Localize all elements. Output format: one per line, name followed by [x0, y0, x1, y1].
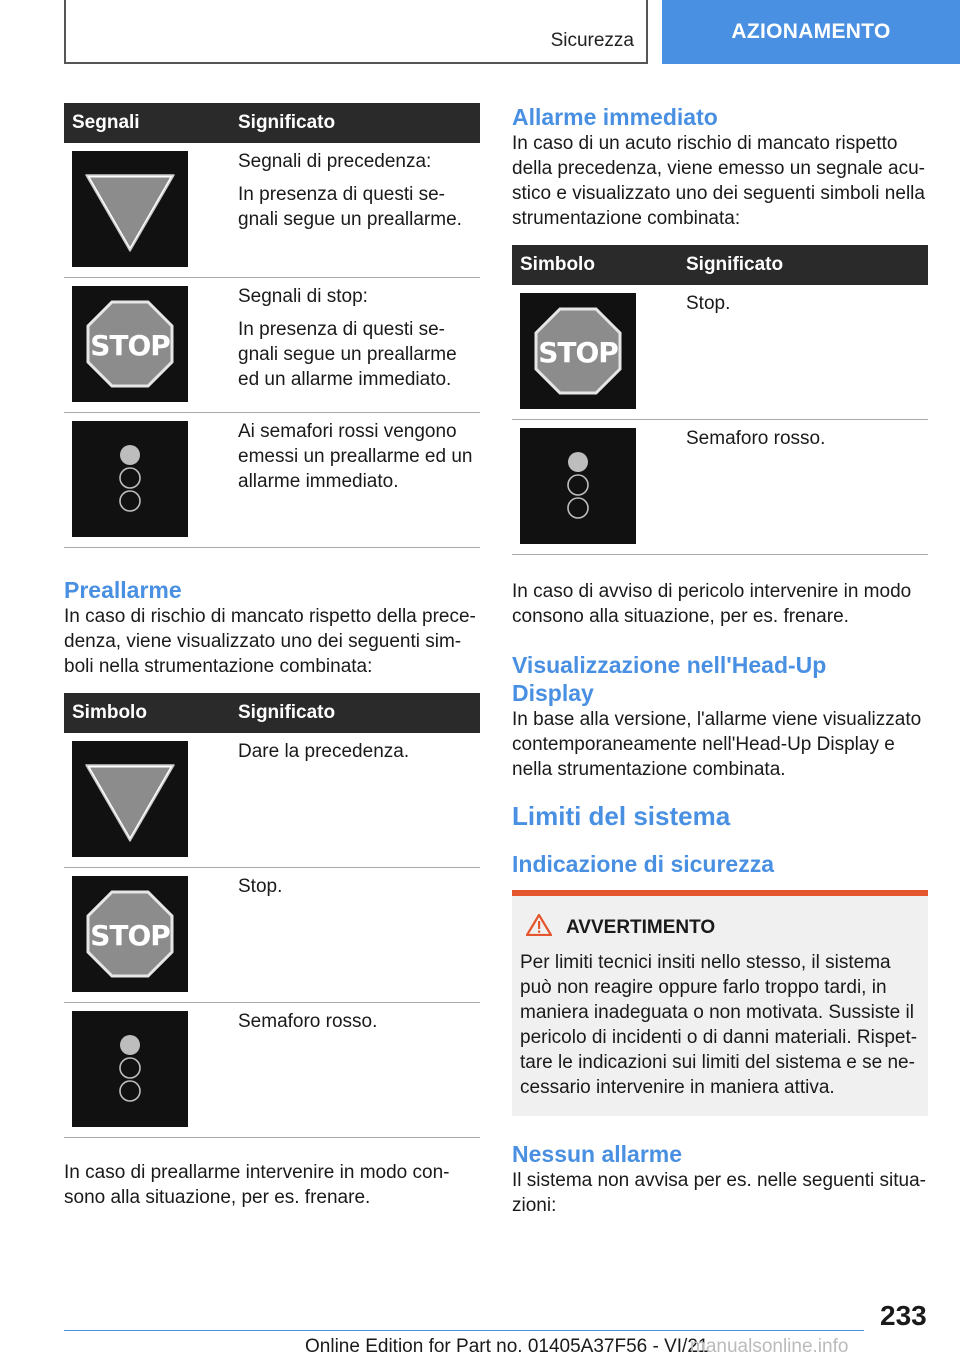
row-text: Stop. — [686, 293, 731, 314]
preallarme-text: In caso di rischio di mancato rispetto della prece- denza, viene visualizzato uno dei seguenti sim- boli nella strumentazione combinata: — [64, 606, 476, 677]
table-row — [64, 143, 480, 278]
footer-edition: Online Edition for Part no. 01405A37F56 - VI/21 — [305, 1336, 709, 1357]
safety-heading: Indicazione di sicurezza — [512, 851, 775, 877]
traffic-light-icon — [72, 421, 188, 537]
table-row — [512, 285, 928, 420]
table-header-symbol: Simbolo — [64, 693, 230, 733]
preallarme-heading: Preallarme — [64, 577, 182, 603]
row-title: Segnali di precedenza: — [238, 151, 432, 172]
allarme-text: In caso di un acuto rischio di mancato rispetto della precedenza, viene emesso un segnale acu- stico e visualizzato uno dei seguenti simboli nella strumentazione combinata: — [512, 133, 925, 229]
row-text: Ai semafori rossi vengono emessi un preallarme ed un allarme immediato. — [238, 421, 473, 492]
table-header-signals: Segnali — [64, 103, 230, 143]
table-row — [64, 733, 480, 868]
table-header-meaning: Significato — [230, 103, 480, 143]
hud-text: In base alla versione, l'allarme viene visualizzato contemporaneamente nell'Head-Up Display e nella strumentazione combinata. — [512, 709, 922, 780]
table-row — [64, 413, 480, 548]
yield-sign-icon — [72, 151, 188, 267]
row-text: Stop. — [238, 876, 283, 897]
limits-heading: Limiti del sistema — [512, 801, 731, 831]
table-row — [512, 420, 928, 555]
allarme-heading: Allarme immediato — [512, 104, 718, 130]
row-text: Semaforo rosso. — [238, 1011, 378, 1032]
traffic-light-icon — [520, 428, 636, 544]
signals-table — [64, 103, 480, 548]
preallarme-after-text: In caso di preallarme intervenire in modo con- sono alla situazione, per es. frenare. — [64, 1162, 450, 1208]
table-row — [64, 278, 480, 413]
preallarme-symbol-table — [64, 693, 480, 1138]
row-text: In presenza di questi se- gnali segue un preallarme ed un allarme immediato. — [238, 319, 457, 390]
footer-divider — [64, 1330, 864, 1331]
row-text: Dare la precedenza. — [238, 741, 410, 762]
warning-triangle-icon — [526, 914, 552, 942]
page-number: 233 — [880, 1300, 927, 1331]
table-row — [64, 868, 480, 1003]
nessun-text: Il sistema non avvisa per es. nelle seguenti situa- zioni: — [512, 1170, 926, 1216]
table-header-meaning: Significato — [230, 693, 480, 733]
traffic-light-icon — [72, 1011, 188, 1127]
nessun-heading: Nessun allarme — [512, 1141, 683, 1167]
table-row — [64, 1003, 480, 1138]
watermark-text: manualsonline.info — [690, 1336, 849, 1357]
left-column — [64, 103, 480, 1210]
header-section-box — [64, 0, 648, 64]
row-text: Semaforo rosso. — [686, 428, 826, 449]
yield-sign-icon — [72, 741, 188, 857]
allarme-after-text: In caso di avviso di pericolo intervenire in modo consono alla situazione, per es. frenare. — [512, 581, 912, 627]
table-header-symbol: Simbolo — [512, 245, 678, 285]
table-header-meaning: Significato — [678, 245, 928, 285]
hud-heading: Visualizzazione nell'Head-Up Display — [512, 652, 827, 706]
svg-text:STOP: STOP — [538, 336, 618, 369]
warning-text: Per limiti tecnici insiti nello stesso, il sistema può non reagire oppure farlo troppo tardi, in maniera inadeguata o non motivata. Sussiste il pericolo di incidenti o di danni materiali. Rispet- tare le indicazioni sui limiti del sistema e se ne- cessario intervenire in maniera attiva. — [520, 952, 918, 1098]
warning-title: AVVERTIMENTO — [566, 917, 716, 938]
stop-sign-icon — [72, 286, 188, 402]
allarme-symbol-table — [512, 245, 928, 555]
warning-box — [512, 890, 928, 1116]
svg-text:STOP: STOP — [90, 329, 170, 362]
row-title: Segnali di stop: — [238, 286, 368, 307]
header-section-title: Sicurezza — [550, 30, 634, 51]
svg-text:STOP: STOP — [90, 919, 170, 952]
row-text: In presenza di questi se- gnali segue un preallarme. — [238, 184, 462, 230]
header-chapter-tab: AZIONAMENTO — [662, 0, 960, 64]
stop-sign-icon — [72, 876, 188, 992]
right-column — [512, 103, 928, 1218]
stop-sign-icon — [520, 293, 636, 409]
